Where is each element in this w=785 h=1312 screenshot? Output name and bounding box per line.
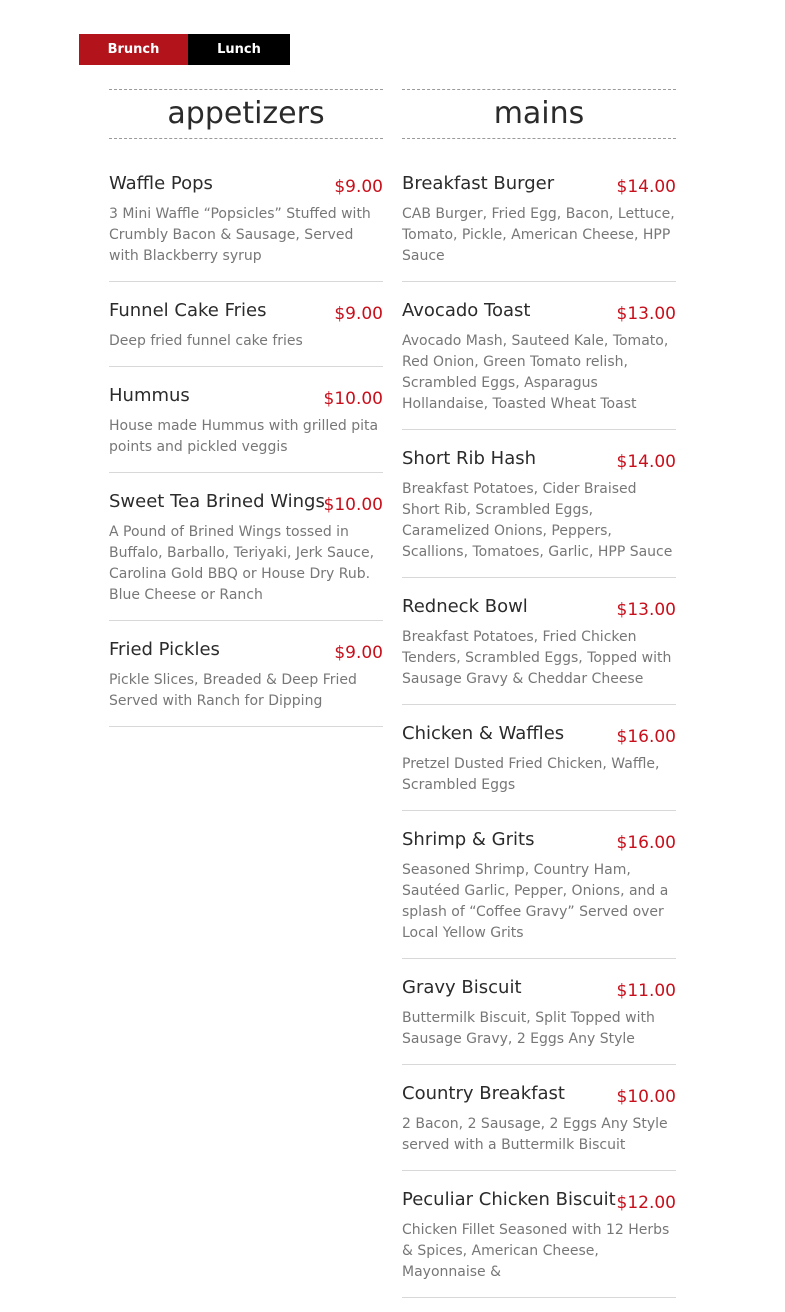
menu-item-header (109, 381, 383, 412)
tab-brunch[interactable]: Brunch (79, 34, 188, 65)
menu-item-description: Pretzel Dusted Fried Chicken, Waffle, Scrambled Eggs (402, 756, 660, 793)
menu-item (402, 592, 676, 705)
menu-item-description: Pickle Slices, Breaded & Deep Fried Served with Ranch for Dipping (109, 672, 357, 709)
menu-item-name: Breakfast Burger (402, 173, 555, 194)
menu-item-header (402, 825, 676, 856)
menu-item-header (402, 169, 676, 200)
appetizers-column (109, 89, 383, 741)
menu-item (402, 296, 676, 430)
menu-item (402, 1079, 676, 1171)
menu-item-header (402, 592, 676, 623)
menu-item-description: Buttermilk Biscuit, Split Topped with Sausage Gravy, 2 Eggs Any Style (402, 1010, 655, 1047)
menu-item-header (109, 487, 383, 518)
menu-item-description: Avocado Mash, Sauteed Kale, Tomato, Red Onion, Green Tomato relish, Scrambled Eggs, Asparagus Hollandaise, Toasted Wheat Toast (402, 333, 669, 412)
menu-item-price: $13.00 (616, 600, 676, 620)
menu-item-price: $12.00 (616, 1193, 676, 1213)
menu-item-name: Country Breakfast (402, 1083, 565, 1104)
menu-item-price: $14.00 (616, 177, 676, 197)
menu-item-price: $14.00 (616, 452, 676, 472)
menu-item-name: Avocado Toast (402, 300, 531, 321)
menu-item-description: Deep fried funnel cake fries (109, 333, 303, 349)
menu-item-name: Short Rib Hash (402, 448, 537, 469)
menu-item (109, 635, 383, 727)
menu-item-description: 2 Bacon, 2 Sausage, 2 Eggs Any Style served with a Buttermilk Biscuit (402, 1116, 668, 1153)
menu-item (402, 973, 676, 1065)
menu-item-price: $10.00 (323, 495, 383, 515)
menu-item-description: 3 Mini Waffle “Popsicles” Stuffed with Crumbly Bacon & Sausage, Served with Blackberry syrup (109, 206, 371, 264)
menu-item (402, 1185, 676, 1298)
menu-item-name: Funnel Cake Fries (109, 300, 267, 321)
menu-item-price: $11.00 (616, 981, 676, 1001)
menu-item (109, 487, 383, 621)
menu-item-name: Peculiar Chicken Biscuit (402, 1189, 616, 1210)
menu-item (109, 381, 383, 473)
menu-tabs (79, 34, 290, 65)
menu-item-name: Sweet Tea Brined Wings (109, 491, 325, 512)
menu-item (402, 719, 676, 811)
menu-item-name: Waffle Pops (109, 173, 213, 194)
menu-item-description: Breakfast Potatoes, Fried Chicken Tenders, Scrambled Eggs, Topped with Sausage Gravy & Cheddar Cheese (402, 629, 672, 687)
menu-item-price: $9.00 (334, 304, 383, 324)
menu-item-name: Gravy Biscuit (402, 977, 522, 998)
menu-item-name: Chicken & Waffles (402, 723, 565, 744)
menu-item-header (402, 444, 676, 475)
menu-item (402, 444, 676, 578)
menu-item-price: $13.00 (616, 304, 676, 324)
menu-item-header (402, 973, 676, 1004)
menu-item-name: Redneck Bowl (402, 596, 528, 617)
tab-lunch[interactable]: Lunch (188, 34, 290, 65)
menu-item-header (402, 1079, 676, 1110)
mains-list (402, 169, 676, 1298)
menu-item-name: Hummus (109, 385, 190, 406)
menu-item-price: $16.00 (616, 727, 676, 747)
menu-item-description: Seasoned Shrimp, Country Ham, Sautéed Garlic, Pepper, Onions, and a splash of “Coffee Gravy” Served over Local Yellow Grits (402, 862, 669, 941)
menu-item (109, 296, 383, 367)
menu-item-description: Chicken Fillet Seasoned with 12 Herbs & Spices, American Cheese, Mayonnaise & (402, 1222, 670, 1280)
menu-item-name: Fried Pickles (109, 639, 220, 660)
menu-item (402, 169, 676, 282)
menu-item-description: Breakfast Potatoes, Cider Braised Short Rib, Scrambled Eggs, Caramelized Onions, Peppers, Scallions, Tomatoes, Garlic, HPP Sauce (402, 481, 673, 560)
menu-item (402, 825, 676, 959)
menu-item-header (402, 1185, 676, 1216)
appetizers-list (109, 169, 383, 727)
menu-item-description: A Pound of Brined Wings tossed in Buffalo, Barballo, Teriyaki, Jerk Sauce, Carolina Gold BBQ or House Dry Rub. Blue Cheese or Ranch (109, 524, 375, 603)
section-title-mains: mains (402, 89, 676, 139)
menu-item-header (402, 296, 676, 327)
menu-item-price: $9.00 (334, 643, 383, 663)
menu-item-price: $16.00 (616, 833, 676, 853)
menu-item-header (109, 635, 383, 666)
menu-item-description: House made Hummus with grilled pita points and pickled veggis (109, 418, 379, 455)
menu-item-name: Shrimp & Grits (402, 829, 535, 850)
menu-item-header (109, 296, 383, 327)
menu-item-price: $10.00 (616, 1087, 676, 1107)
menu-item-price: $9.00 (334, 177, 383, 197)
menu-item-price: $10.00 (323, 389, 383, 409)
section-title-appetizers: appetizers (109, 89, 383, 139)
menu-item-header (402, 719, 676, 750)
menu-item-header (109, 169, 383, 200)
mains-column (402, 89, 676, 1312)
menu-item-description: CAB Burger, Fried Egg, Bacon, Lettuce, Tomato, Pickle, American Cheese, HPP Sauce (402, 206, 675, 264)
menu-item (109, 169, 383, 282)
